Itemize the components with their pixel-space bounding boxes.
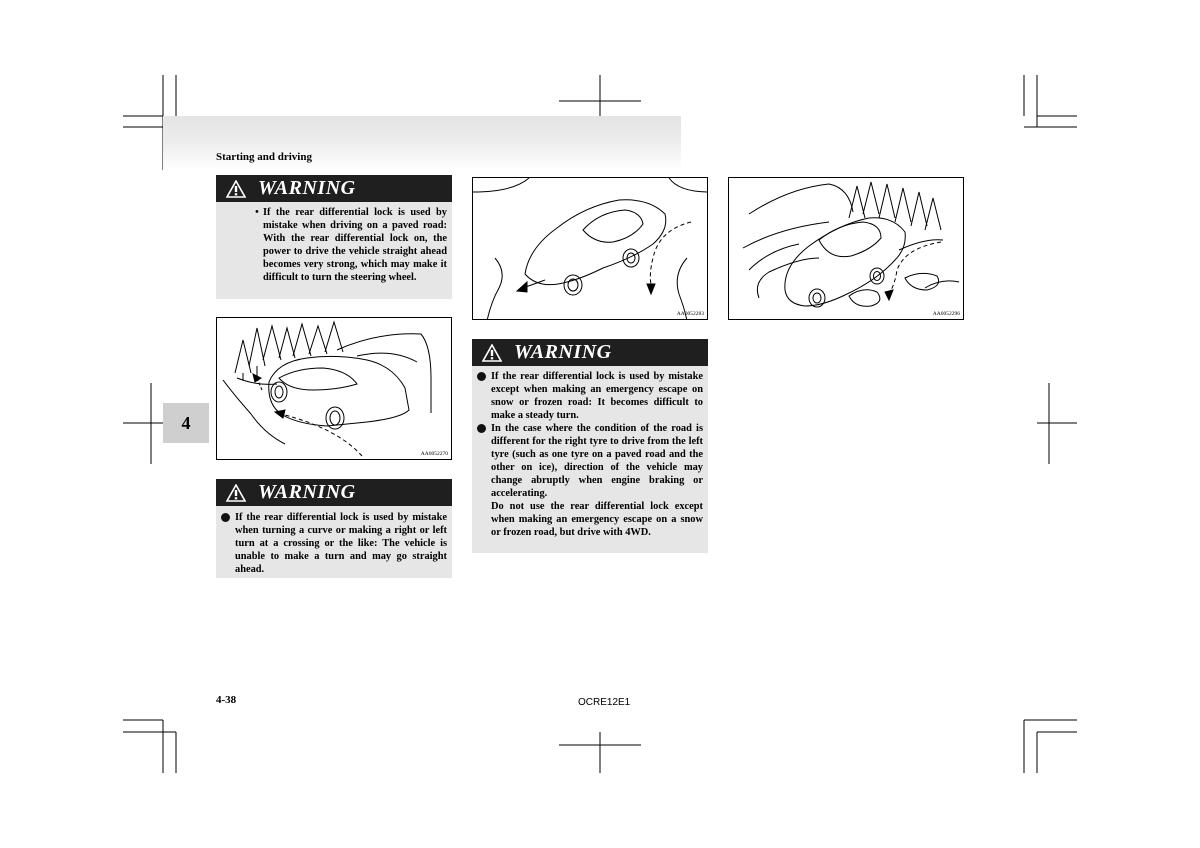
warning-item [477,422,703,500]
figure-code: AA0052283 [676,311,704,317]
bullet-dot-icon [477,372,486,381]
car-on-icy-road-icon [729,178,964,320]
warning-item-text: If the rear differential lock is used by mistake when turning a curve or making a right or left turn at a crossing or the like: The vehicle is unable to make a turn and may go straight ahead. [235,512,447,575]
warning-box-1 [216,175,452,299]
figure-code: AA0052296 [932,311,960,317]
warning-triangle-icon [226,180,246,198]
warning-body [216,202,452,291]
illustration-car-turning [472,177,708,320]
bullet-dot-icon [477,424,486,433]
warning-item [221,511,447,576]
figure-code: AA0052270 [420,451,448,457]
warning-triangle-icon [226,484,246,502]
document-code: OCRE12E1 [578,697,631,708]
warning-title: WARNING [258,177,356,199]
warning-header [216,175,452,202]
page-number: 4-38 [216,694,237,706]
car-turning-at-crossing-icon [473,178,708,320]
warning-item-text: If the rear differential lock is used by mistake except when making an emergency escape on snow or frozen road: It becomes difficult to make a steady turn. [491,371,703,421]
warning-body [472,366,708,546]
warning-header [216,479,452,506]
warning-item-text: If the rear differential lock is used by mistake when driving on a paved road: With the rear differential lock on, the power to drive the vehicle straight ahead becomes very strong, which may make it difficult to turn the steering wheel. [263,207,447,283]
warning-triangle-icon [482,344,502,362]
car-on-snowy-curve-icon [217,318,452,460]
bullet-marker: • [255,207,259,218]
warning-item-extra: Do not use the rear differential lock except when making an emergency escape on a snow or frozen road, but drive with 4WD. [491,501,703,538]
warning-title: WARNING [258,481,356,503]
chapter-tab: 4 [163,403,209,443]
warning-item-text: In the case where the condition of the road is different for the right tyre to drive from the left tyre (such as one tyre on a paved road and the other on ice), direction of the vehicle may change abruptly when engine braking or accelerating. [491,423,703,499]
warning-item [221,206,447,284]
warning-item [477,370,703,422]
bullet-dot-icon [221,513,230,522]
warning-header [472,339,708,366]
warning-box-3 [472,339,708,553]
pine-trees [235,322,343,380]
warning-box-2 [216,479,452,578]
warning-title: WARNING [514,341,612,363]
section-title: Starting and driving [216,151,312,163]
illustration-car-snowy-curve [216,317,452,460]
illustration-car-icy-road [728,177,964,320]
warning-body [216,506,452,583]
